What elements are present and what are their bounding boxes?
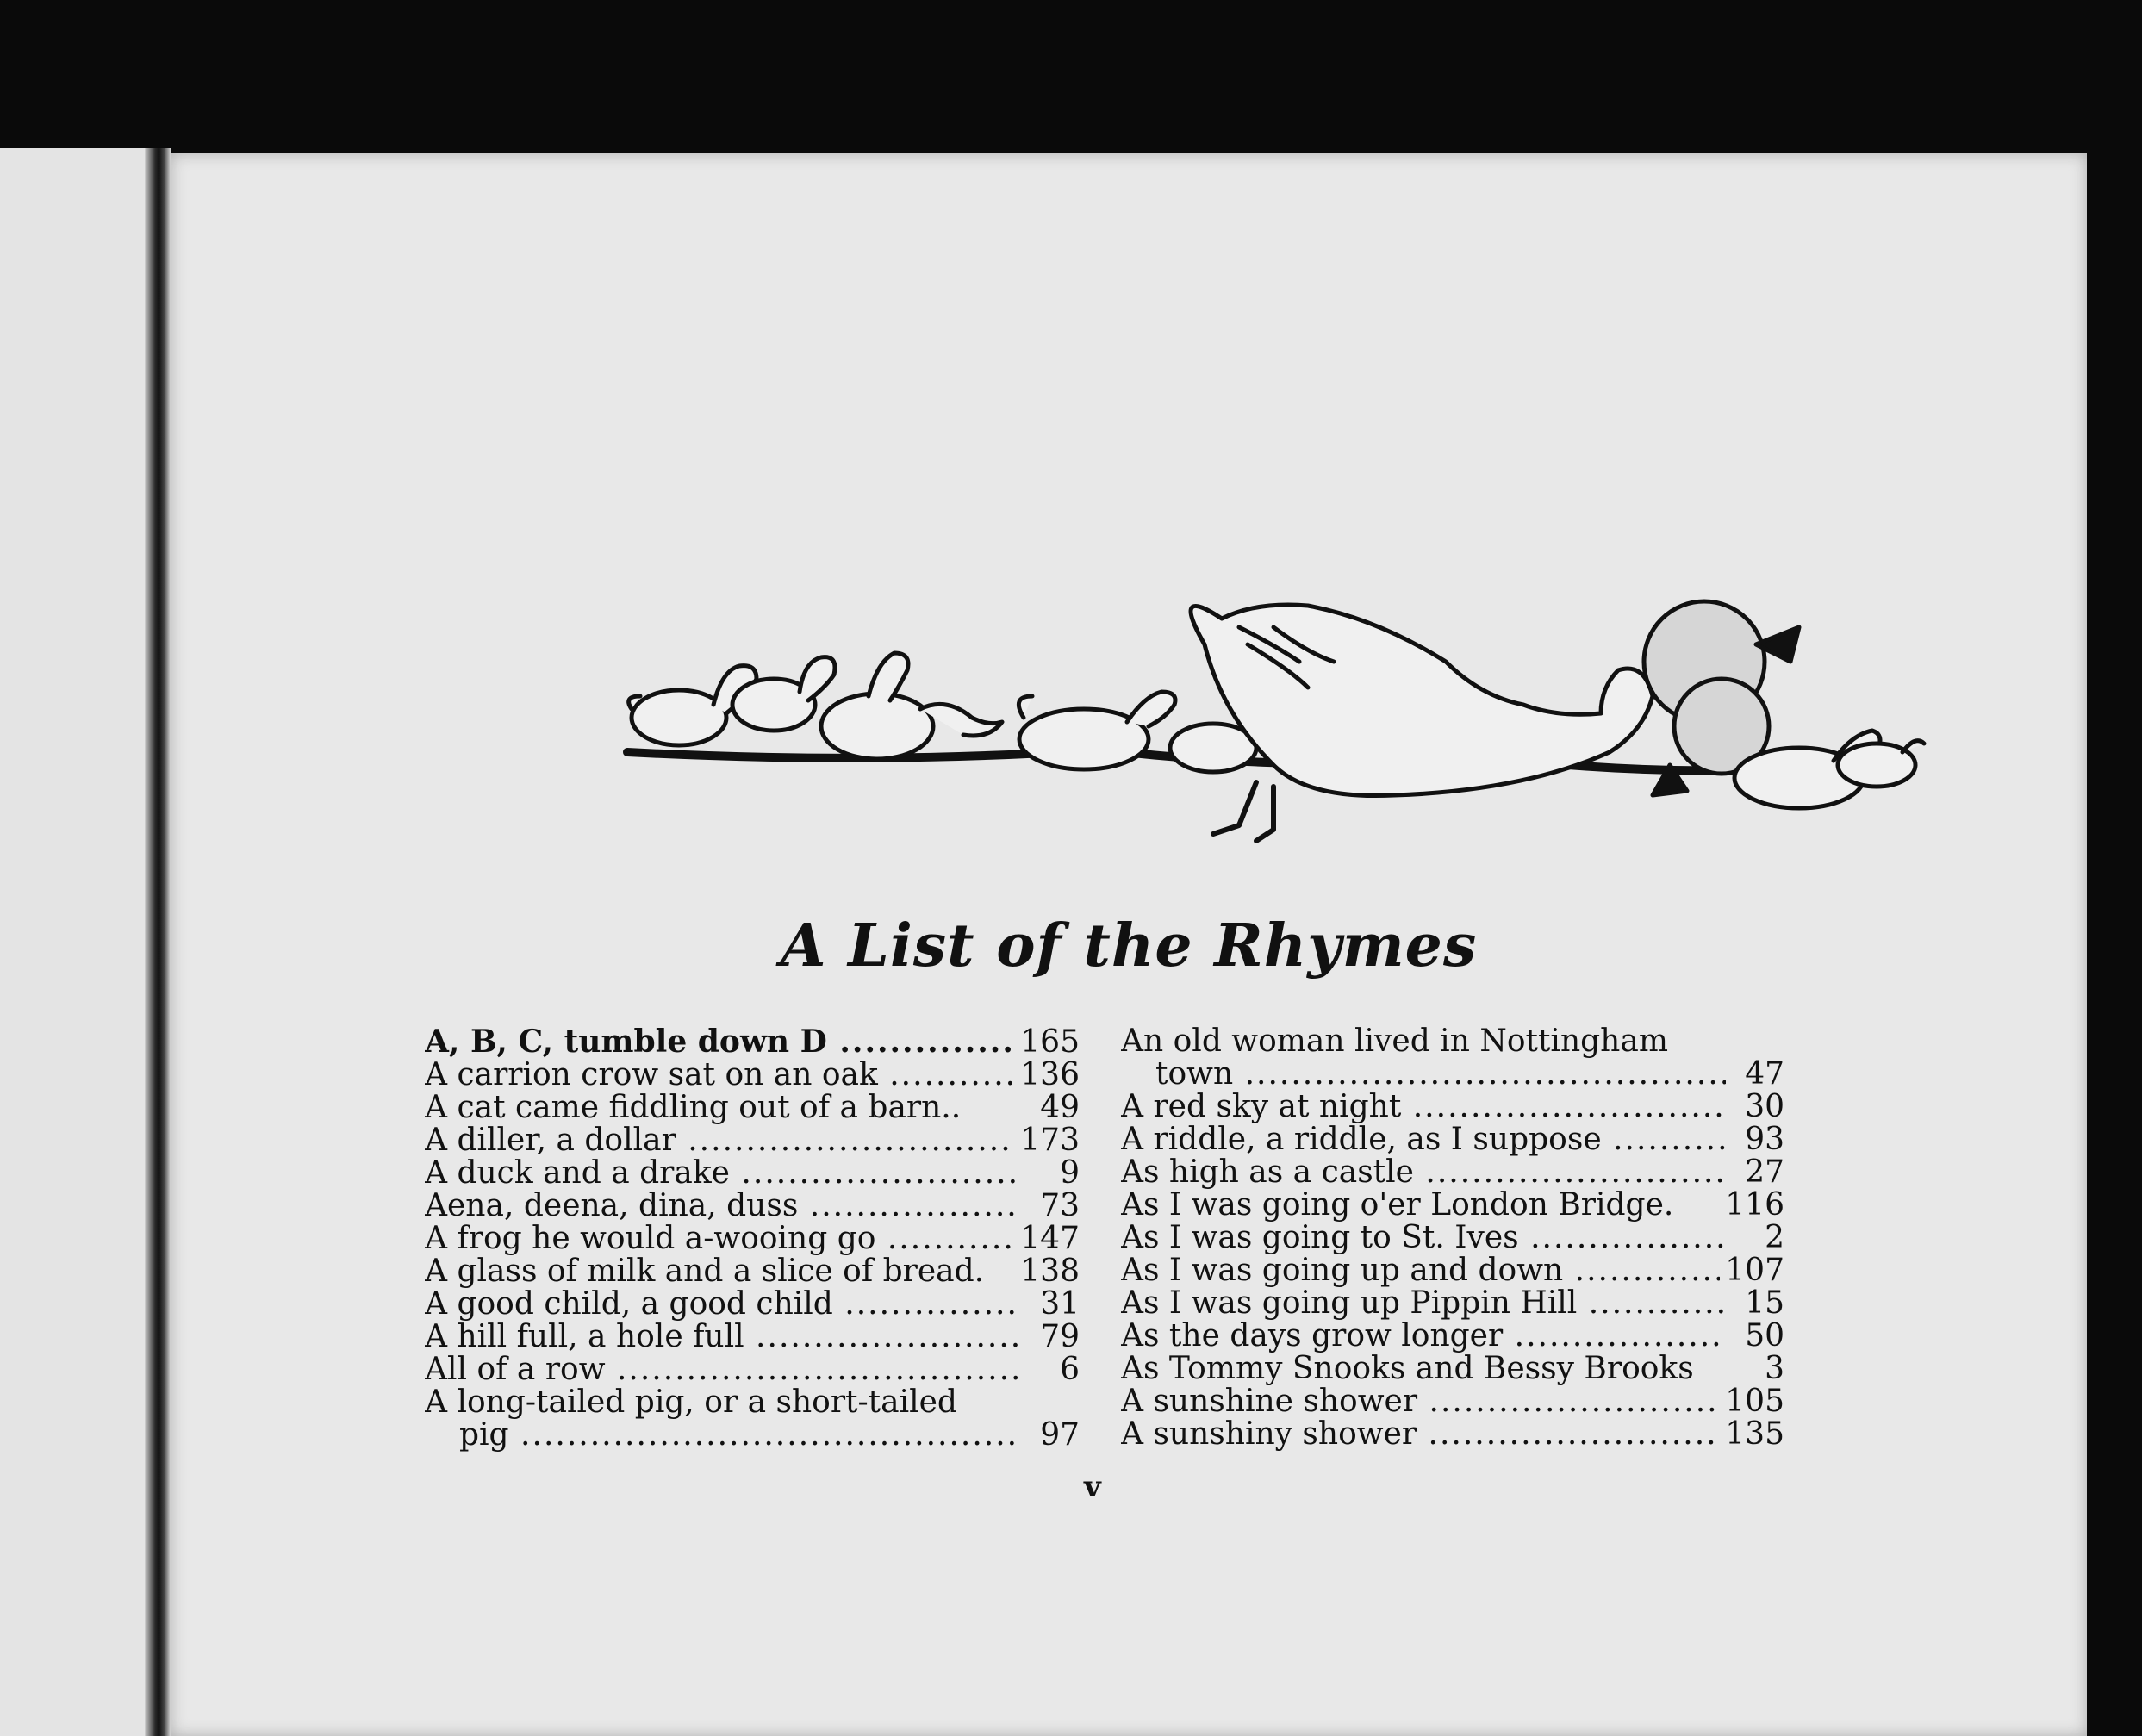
- book-page: [171, 153, 2087, 1736]
- page-number: 165: [1020, 1024, 1080, 1060]
- rhyme-title: All of a row .....: [425, 1353, 1021, 1386]
- page-number: 147: [1020, 1221, 1080, 1256]
- list-item: [1121, 1025, 1784, 1058]
- page-number: 3: [1765, 1351, 1784, 1386]
- left-page-edge: [0, 148, 164, 1736]
- list-item: [425, 1353, 1080, 1386]
- page-number: 173: [1020, 1123, 1080, 1158]
- list-item: [425, 1321, 1080, 1353]
- list-item: [425, 1025, 1080, 1059]
- page-number: 107: [1725, 1253, 1784, 1288]
- list-item: [1121, 1189, 1784, 1222]
- list-item: [425, 1059, 1080, 1092]
- book-gutter: [145, 148, 171, 1736]
- page-number: 31: [1040, 1286, 1080, 1322]
- rhyme-title: A frog he would a-wooing go .....: [425, 1223, 1015, 1255]
- rhyme-title: As Tommy Snooks and Bessy Brooks: [1121, 1353, 1694, 1385]
- page-number: 50: [1745, 1318, 1784, 1353]
- list-item: [425, 1190, 1080, 1223]
- list-item: [1121, 1222, 1784, 1254]
- page-number: 138: [1020, 1254, 1080, 1289]
- page-number: 30: [1745, 1089, 1784, 1124]
- rhyme-title: A glass of milk and a slice of bread.: [425, 1255, 985, 1288]
- list-item: [1121, 1385, 1784, 1418]
- rhyme-title-continued: town .....: [1155, 1058, 1726, 1091]
- list-item: [1121, 1254, 1784, 1287]
- page-number: 47: [1745, 1056, 1784, 1092]
- page-number: 135: [1725, 1416, 1784, 1452]
- list-item: [1121, 1156, 1784, 1189]
- list-item: [1121, 1091, 1784, 1123]
- list-item-continuation: [425, 1419, 1080, 1452]
- rhyme-title: As I was going up Pippin Hill .....: [1121, 1287, 1726, 1320]
- goose-and-goslings-illustration: [619, 567, 1928, 860]
- rhyme-title: A duck and a drake .....: [425, 1157, 1021, 1190]
- rhyme-title: A red sky at night .....: [1121, 1091, 1726, 1123]
- rhyme-title: A sunshiny shower .....: [1121, 1418, 1720, 1451]
- list-item: [425, 1288, 1080, 1321]
- mother-goose: [1191, 601, 1799, 841]
- rhyme-title: As high as a castle .....: [1121, 1156, 1726, 1189]
- rhyme-list-right-column: [1121, 1025, 1784, 1451]
- rhyme-title: As I was going o'er London Bridge.: [1121, 1189, 1674, 1222]
- page-number: 9: [1060, 1155, 1080, 1191]
- rhyme-list-left-column: [425, 1025, 1080, 1452]
- list-item-continuation: [1121, 1058, 1784, 1091]
- page-title: A List of the Rhymes: [780, 912, 1478, 980]
- rhyme-title: A riddle, a riddle, as I suppose .....: [1121, 1123, 1726, 1156]
- list-item: [1121, 1353, 1784, 1385]
- list-item: [1121, 1418, 1784, 1451]
- page-number: 27: [1745, 1154, 1784, 1190]
- page-number: 105: [1725, 1384, 1784, 1419]
- rhyme-title: As I was going up and down .....: [1121, 1254, 1720, 1287]
- list-item: [425, 1124, 1080, 1157]
- rhyme-title: A cat came fiddling out of a barn..: [425, 1092, 962, 1124]
- list-item: [425, 1092, 1080, 1124]
- rhyme-title: Aena, deena, dina, duss .....: [425, 1190, 1021, 1223]
- rhyme-title: A good child, a good child .....: [425, 1288, 1021, 1321]
- gosling-7: [1838, 741, 1924, 787]
- rhyme-title: As the days grow longer .....: [1121, 1320, 1726, 1353]
- rhyme-title: A carrion crow sat on an oak .....: [425, 1059, 1015, 1092]
- page-number: 79: [1040, 1319, 1080, 1354]
- list-item: [425, 1157, 1080, 1190]
- rhyme-title: A hill full, a hole full .....: [425, 1321, 1021, 1353]
- page-number: 73: [1040, 1188, 1080, 1223]
- page-number: 93: [1745, 1122, 1784, 1157]
- rhyme-title: An old woman lived in Nottingham: [1121, 1025, 1668, 1058]
- page-number: 136: [1020, 1057, 1080, 1092]
- list-item: [1121, 1320, 1784, 1353]
- page-number: 2: [1765, 1220, 1784, 1255]
- rhyme-title: A diller, a dollar .....: [425, 1124, 1015, 1157]
- page-number: 15: [1745, 1285, 1784, 1321]
- list-item: [1121, 1123, 1784, 1156]
- page-number: 116: [1725, 1187, 1784, 1223]
- page-folio: v: [1084, 1470, 1101, 1504]
- rhyme-title: A, B, C, tumble down D .....: [425, 1025, 1015, 1058]
- list-item: [425, 1255, 1080, 1288]
- gosling-3: [821, 653, 1002, 759]
- page-number: 49: [1040, 1090, 1080, 1125]
- page-number: 97: [1040, 1417, 1080, 1453]
- list-item: [425, 1223, 1080, 1255]
- page-number: 6: [1060, 1352, 1080, 1387]
- rhyme-title-continued: pig .....: [459, 1419, 1021, 1452]
- rhyme-title: A long-tailed pig, or a short-tailed: [425, 1386, 957, 1419]
- rhyme-title: As I was going to St. Ives .....: [1121, 1222, 1726, 1254]
- list-item: [425, 1386, 1080, 1419]
- list-item: [1121, 1287, 1784, 1320]
- rhyme-title: A sunshine shower .....: [1121, 1385, 1720, 1418]
